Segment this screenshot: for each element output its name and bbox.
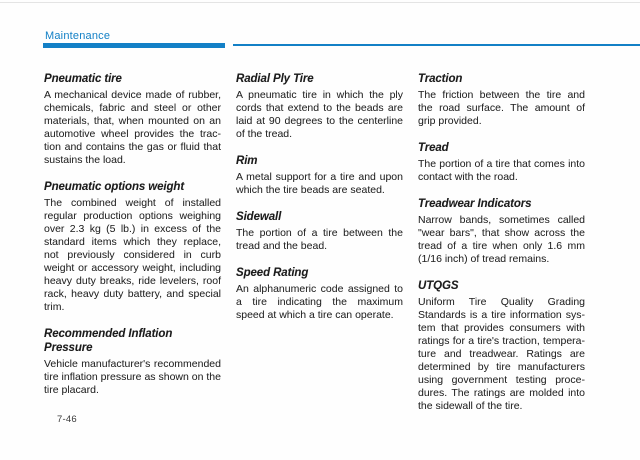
glossary-column-1 (44, 72, 221, 397)
definition-traction: The friction between the tire and the road surface. The amount of grip provided. (418, 89, 585, 127)
header-rule-thick (43, 43, 225, 48)
term-tread: Tread (418, 142, 449, 154)
section-title: Maintenance (45, 30, 111, 42)
term-rim: Rim (236, 155, 258, 167)
entry-recommended-inflation-pressure (44, 327, 221, 397)
entry-sidewall (236, 210, 403, 253)
entry-pneumatic-options-weight (44, 180, 221, 314)
entry-treadwear-indicators (418, 197, 585, 266)
definition-treadwear-indicators: Narrow bands, sometimes called "wear bars", that show across the tread of a tire when only 1.6 mm (1/16 inch) of tread remains. (418, 214, 585, 265)
page-number: 7-46 (57, 414, 77, 425)
entry-speed-rating (236, 266, 403, 322)
entry-utqgs (418, 279, 585, 413)
definition-pneumatic-options-weight: The combined weight of installed regular production options weighing over 2.3 kg (5 lb.) in excess of the standard items which they replace, not previously considered in curb weight or accessory weight, including heavy duty breaks, ride levelers, roof rack, heavy duty battery, and special trim. (44, 197, 221, 313)
term-pneumatic-options-weight: Pneumatic options weight (44, 181, 185, 193)
entry-tread (418, 141, 585, 184)
entry-radial-ply-tire (236, 72, 403, 141)
term-pneumatic-tire: Pneumatic tire (44, 73, 122, 85)
term-treadwear-indicators: Treadwear Indicators (418, 198, 532, 210)
term-radial-ply-tire: Radial Ply Tire (236, 73, 314, 85)
term-utqgs: UTQGS (418, 280, 459, 292)
entry-pneumatic-tire (44, 72, 221, 167)
definition-sidewall: The portion of a tire between the tread and the bead. (236, 227, 403, 252)
term-recommended-inflation-pressure: Recommended Inflation Pressure (44, 328, 173, 354)
term-sidewall: Sidewall (236, 211, 282, 223)
entry-traction (418, 72, 585, 128)
definition-rim: A metal support for a tire and upon which the tire beads are seated. (236, 171, 403, 196)
definition-pneumatic-tire: A mechanical device made of rubber, chemicals, fabric and steel or other materials, that, when mounted on an automotive wheel provides the traction and contains the gas or fluid that sustains the load. (44, 89, 221, 166)
term-traction: Traction (418, 73, 463, 85)
glossary-column-3 (418, 72, 585, 413)
entry-rim (236, 154, 403, 197)
definition-tread: The portion of a tire that comes into contact with the road. (418, 158, 585, 183)
glossary-column-2 (236, 72, 403, 322)
glossary-columns (44, 72, 585, 413)
definition-speed-rating: An alphanumeric code assigned to a tire indicating the maximum speed at which a tire can operate. (236, 283, 403, 321)
definition-utqgs: Uniform Tire Quality Grading Standards is a tire information system that provides consumers with ratings for a tire's traction, temperature and treadwear. Ratings are determined by tire manufacturers using government testing procedures. The ratings are molded into the sidewall of the tire. (418, 296, 585, 412)
definition-recommended-inflation-pressure: Vehicle manufacturer's recommended tire inflation pressure as shown on the tire placard. (44, 358, 221, 396)
term-speed-rating: Speed Rating (236, 267, 309, 279)
header-rule-thin (233, 44, 640, 46)
definition-radial-ply-tire: A pneumatic tire in which the ply cords that extend to the beads are laid at 90 degrees to the centerline of the tread. (236, 89, 403, 140)
page-top-edge-line (0, 2, 640, 3)
